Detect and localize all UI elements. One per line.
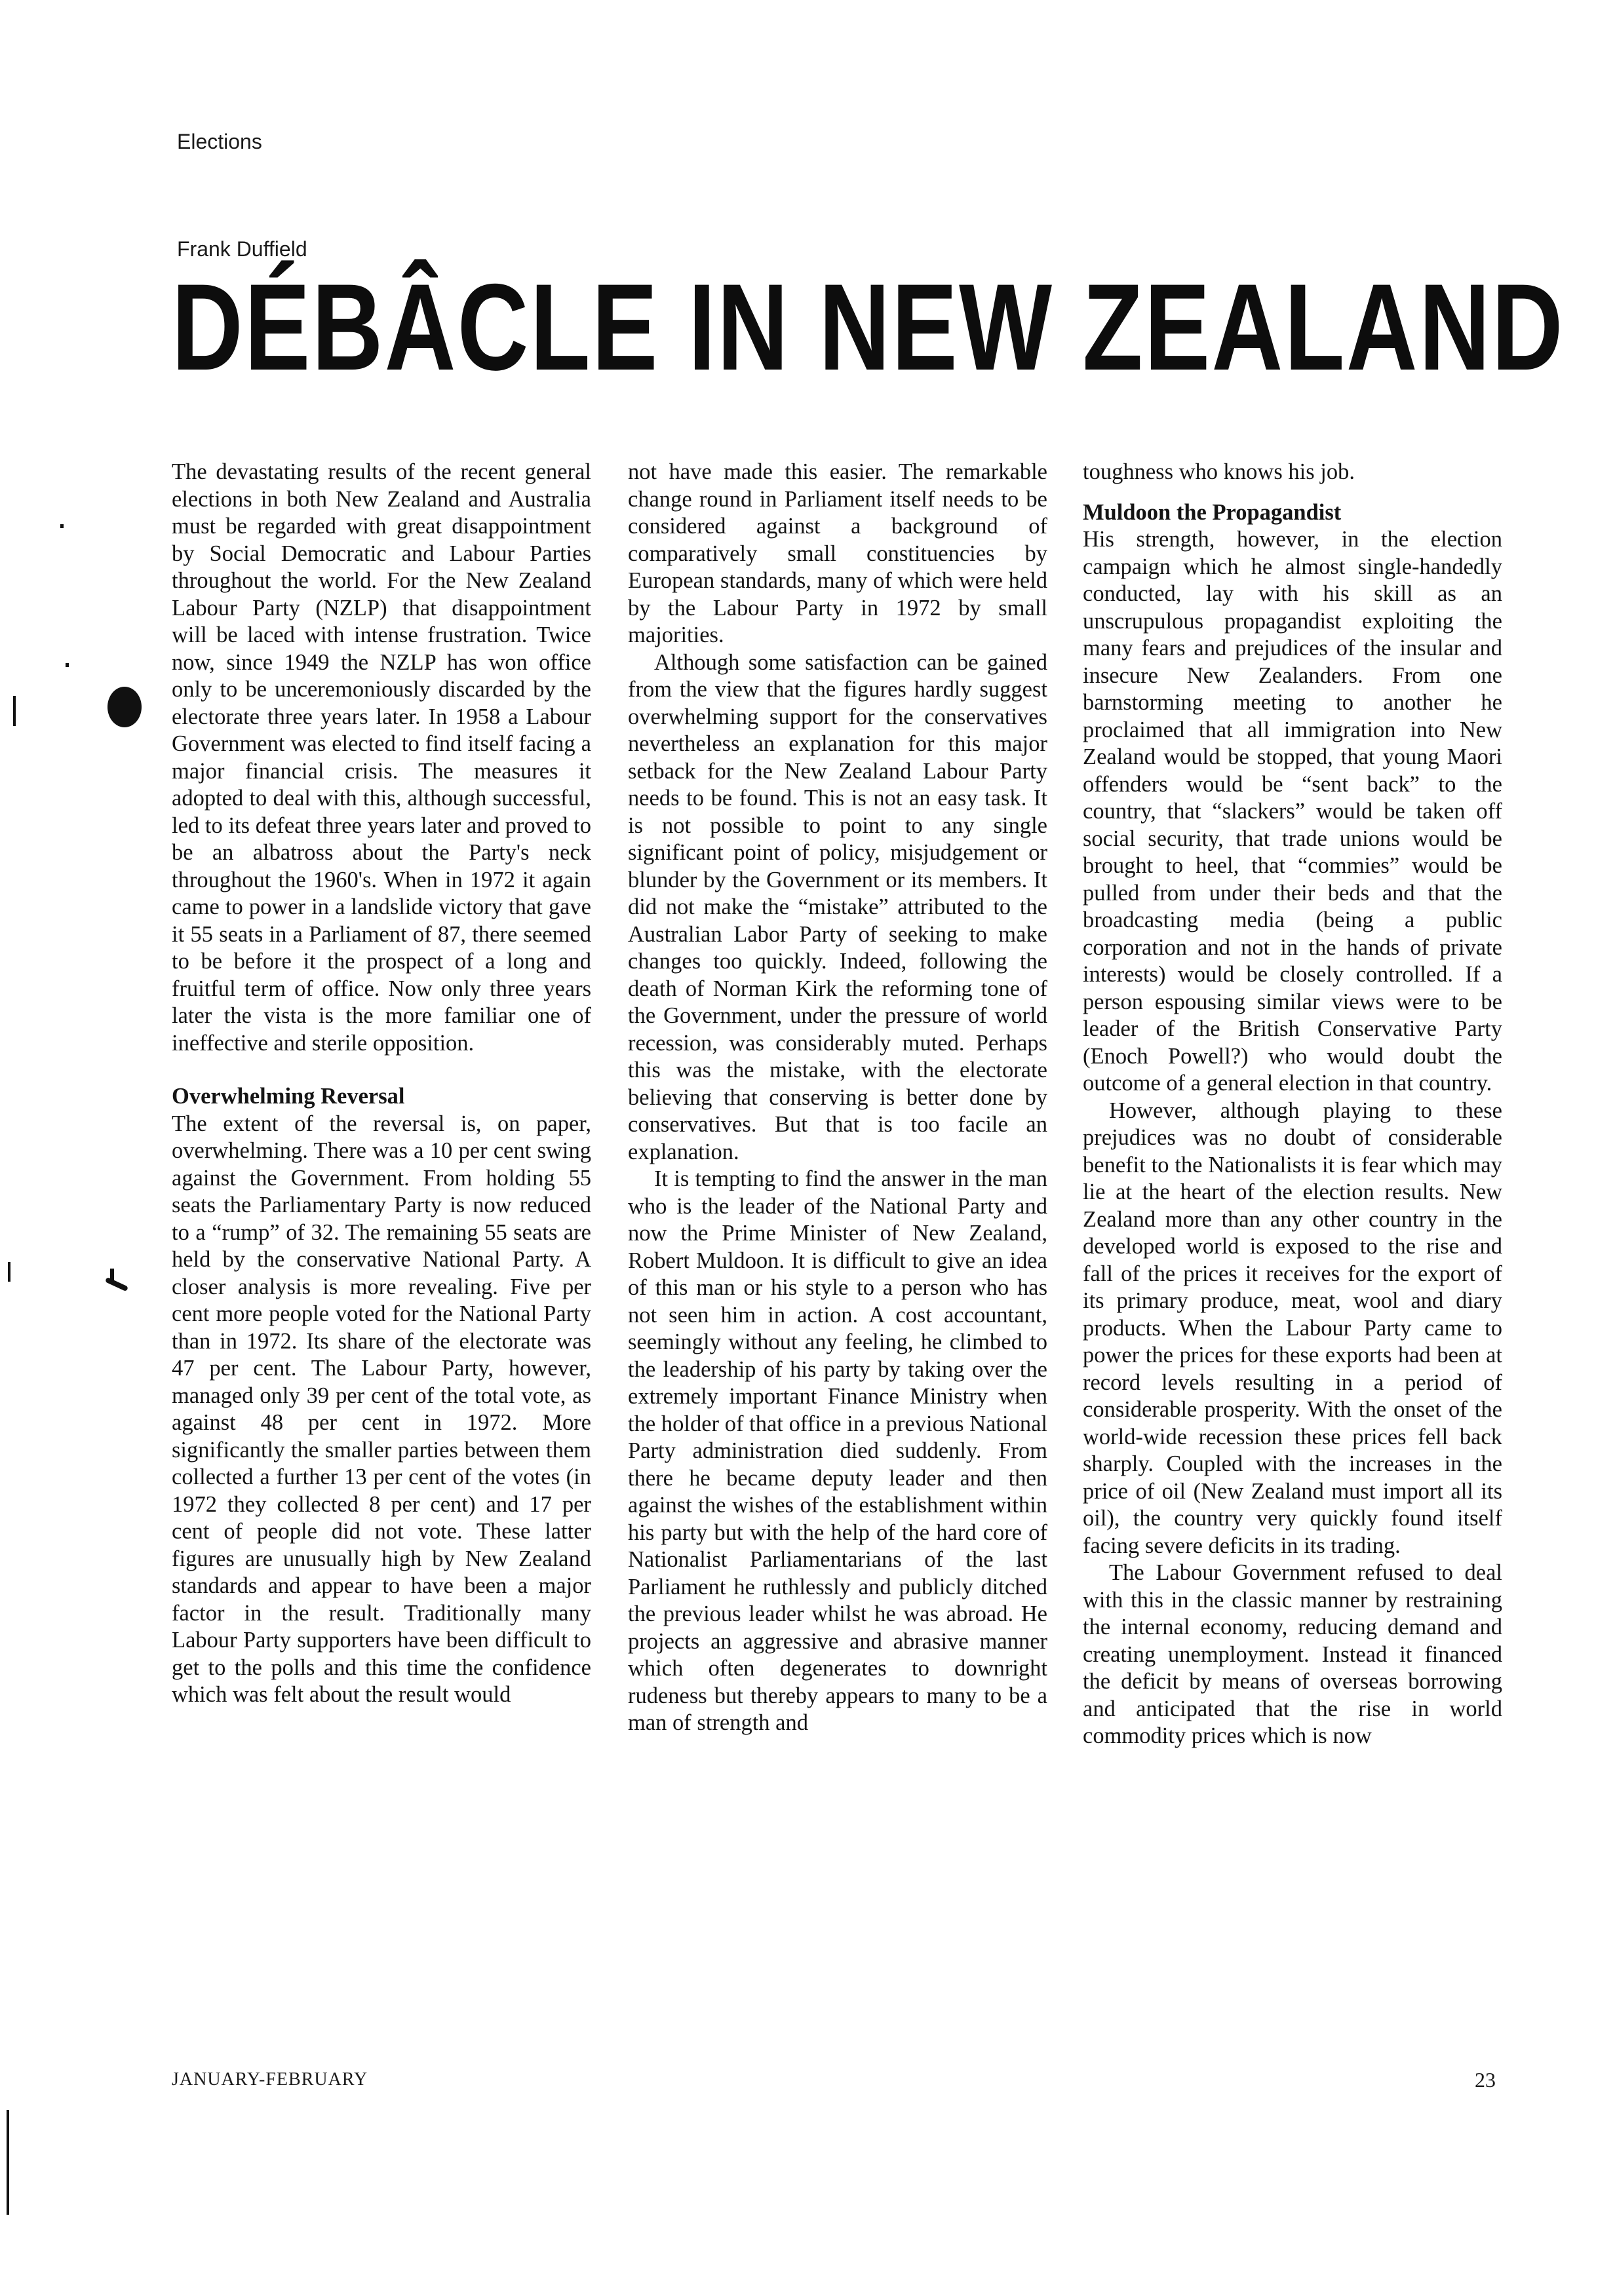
scan-artifact-mark: [66, 663, 69, 667]
scan-artifact-mark: [8, 1262, 10, 1282]
scan-artifact-mark: [105, 1277, 128, 1292]
subheading: Overwhelming Reversal: [172, 1084, 405, 1109]
page-number: 23: [1475, 2068, 1496, 2092]
scan-artifact-mark: [13, 696, 16, 726]
issue-label: JANUARY-FEBRUARY: [172, 2069, 368, 2090]
paragraph: Although some satisfaction can be gained from the view that the figures hardly suggest overwhelming support for the conservatives nevertheless an explanation for this major setback for the New Zealand Labour Party needs to be found. This is not an easy task. It is not possible to point to any single significant point of policy, misjudgement or blunder by the Government or its members. It did not make the “mistake” attributed to the Australian Labor Party of seeking to make changes too quickly. Indeed, following the death of Norman Kirk the reforming tone of the Government, under the pressure of world recession, was considerably muted. Perhaps this was the mistake, with the electorate believing that conserving is better done by conservatives. But that is too facile an explanation.: [628, 649, 1047, 1164]
scan-artifact-mark: [7, 2110, 9, 2215]
article-column-2: [628, 459, 1047, 1966]
scan-artifact-mark: [110, 1269, 114, 1284]
paragraph: toughness who knows his job.: [1083, 459, 1355, 484]
paragraph: It is tempting to find the answer in the man who is the leader of the National Party and now the Prime Minister of New Zealand, Robert Muldoon. It is difficult to give an idea of this man or his style to a person who has not seen him in action. A cost accountant, seemingly without any feeling, he climbed to the leadership of his party by taking over the extremely important Finance Ministry when the holder of that office in a previous National Party administration died suddenly. From there he became deputy leader and then against the wishes of the establishment within his party but with the help of the hard core of Nationalist Parliamentarians of the last Parliament he ruthlessly and publicly ditched the previous leader whilst he was abroad. He projects an aggressive and abrasive manner which often degenerates to downright rudeness but thereby appears to many to be a man of strength and: [628, 1166, 1047, 1735]
paragraph: The devastating results of the recent general elections in both New Zealand and Australia must be regarded with great disappointment by Social Democratic and Labour Parties throughout the world. For the New Zealand Labour Party (NZLP) that disappointment will be laced with intense frustration. Twice now, since 1949 the NZLP has won office only to be unceremoniously discarded by the electorate three years later. In 1958 a Labour Government was elected to find itself facing a major financial crisis. The measures it adopted to deal with this, although successful, led to its defeat three years later and proved to be an albatross about the Party's neck throughout the 1960's. When in 1972 it again came to power in a landslide victory that gave it 55 seats in a Parliament of 87, there seemed to be before it the prospect of a long and fruitful term of office. Now only three years later the vista is the more familiar one of ineffective and sterile opposition.: [172, 459, 591, 1056]
paragraph: The extent of the reversal is, on paper, overwhelming. There was a 10 per cent swing against the Government. From holding 55 seats the Parliamentary Party is now reduced to a “rump” of 32. The remaining 55 seats are held by the conservative National Party. A closer analysis is more revealing. Five per cent more people voted for the National Party than in 1972. Its share of the electorate was 47 per cent. The Labour Party, however, managed only 39 per cent of the total vote, as against 48 per cent in 1972. More significantly the smaller parties between them collected a further 13 per cent of the votes (in 1972 they collected 8 per cent) and 17 per cent of people did not vote. These latter figures are unusually high by New Zealand standards and appear to have been a major factor in the result. Traditionally many Labour Party supporters have been difficult to get to the polls and this time the confidence which was felt about the result would: [172, 1111, 591, 1707]
article-column-3: [1083, 459, 1502, 1966]
paragraph: However, although playing to these prejudices was no doubt of considerable benefit to the Nationalists it is fear which may lie at the heart of the election results. New Zealand more than any other country in the developed world is exposed to the rise and fall of the prices it receives for the export of its primary produce, meat, wool and diary products. When the Labour Party came to power the prices for these exports had been at record levels resulting in a period of considerable prosperity. With the onset of the world-wide recession these prices fell back sharply. Coupled with the increases in the price of oil (New Zealand must import all its oil), the country very quickly found itself facing severe deficits in its trading.: [1083, 1098, 1502, 1558]
author-byline: Frank Duffield: [177, 237, 307, 261]
article-headline: DÉBÂCLE IN NEW ZEALAND: [172, 258, 1565, 396]
article-column-1: [172, 459, 591, 1966]
scan-artifact-mark: [107, 687, 142, 727]
paragraph: The Labour Government refused to deal with this in the classic manner by restraining the internal economy, reducing demand and creating unemployment. Instead it financed the deficit by means of overseas borrowing and anticipated that the rise in world commodity prices which is now: [1083, 1560, 1502, 1748]
paragraph: not have made this easier. The remarkable change round in Parliament itself needs to be considered against a background of comparatively small constituencies by European standards, many of which were held by the Labour Party in 1972 by small majorities.: [628, 459, 1047, 647]
subheading: Muldoon the Propagandist: [1083, 499, 1342, 525]
scan-artifact-mark: [60, 524, 64, 528]
section-label: Elections: [177, 130, 262, 153]
paragraph: His strength, however, in the election campaign which he almost single-handedly conducted, lay with his skill as an unscrupulous propagandist exploiting the many fears and prejudices of the insular and insecure New Zealanders. From one barnstorming meeting to another he proclaimed that all immigration into New Zealand would be stopped, that young Maori offenders would be “sent back” to the country, that “slackers” would be taken off social security, that trade unions would be brought to heel, that “commies” would be pulled from under their beds and that the broadcasting media (being a public corporation and not in the hands of private interests) would be closely controlled. If a person espousing similar views were to be leader of the British Conservative Party (Enoch Powell?) who would doubt the outcome of a general election in that country.: [1083, 527, 1502, 1096]
